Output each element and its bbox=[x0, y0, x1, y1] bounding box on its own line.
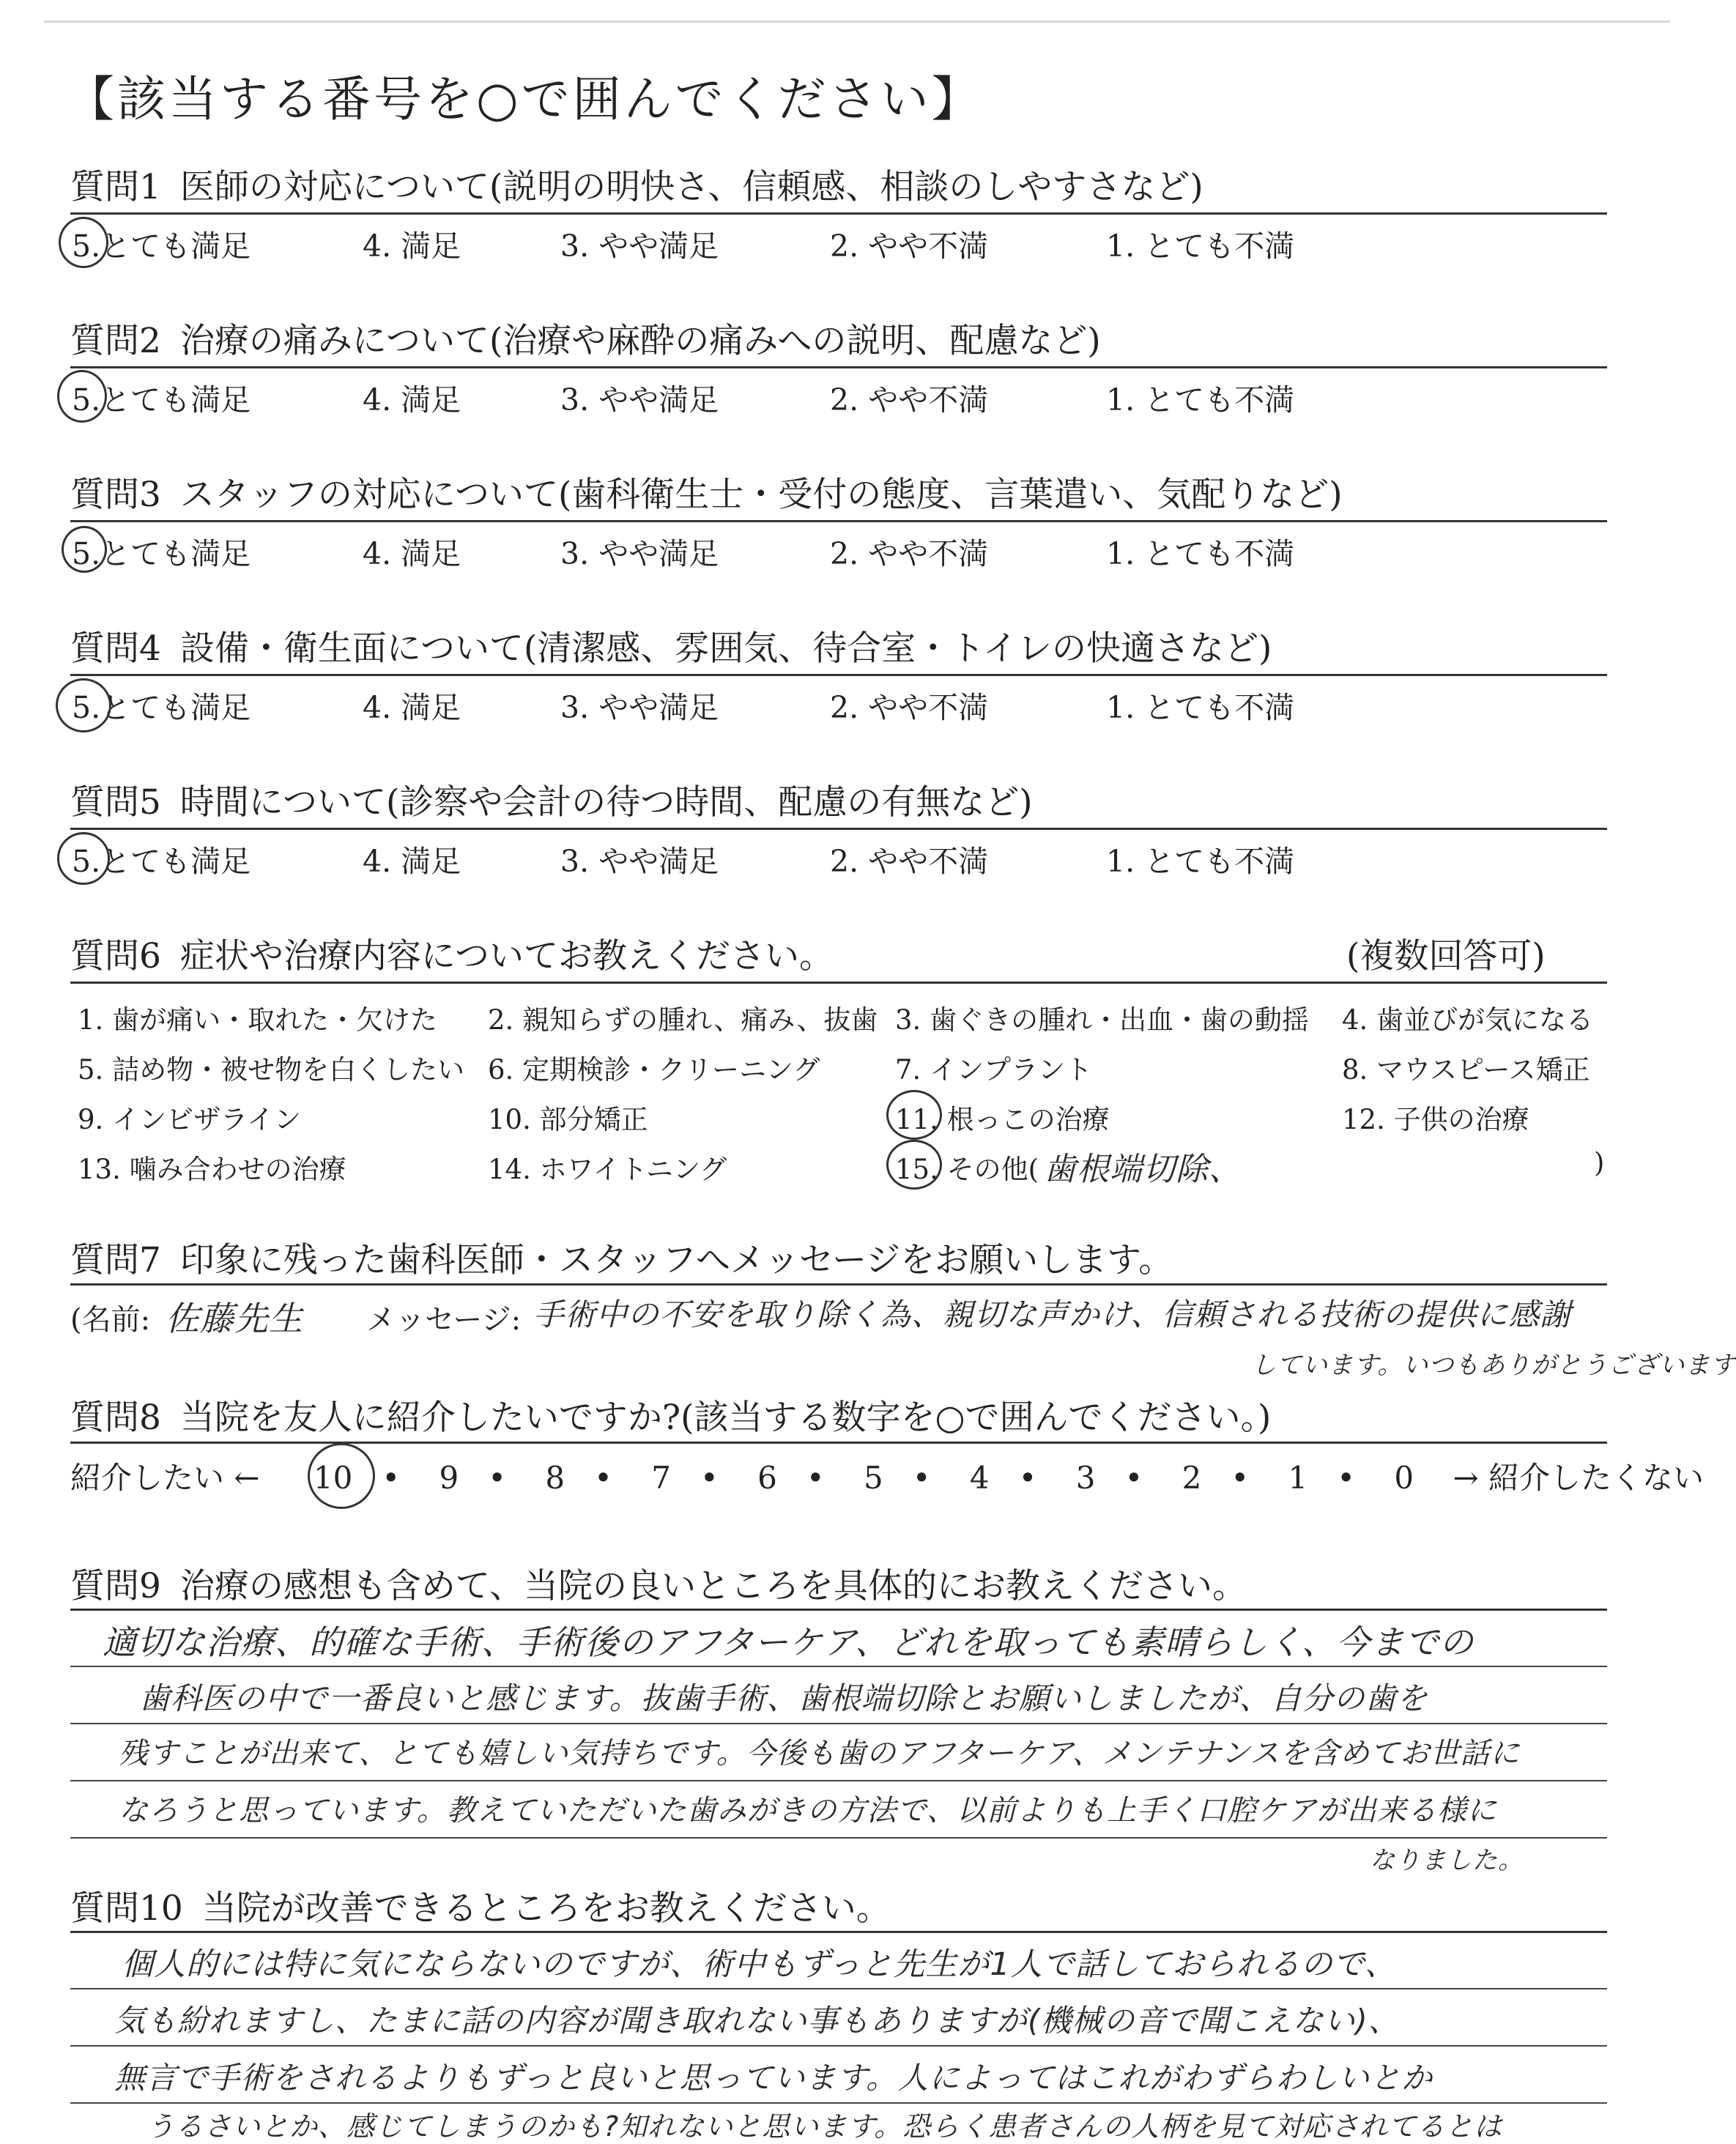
question-rule bbox=[70, 1283, 1607, 1286]
option-4[interactable]: 4. 満足 bbox=[363, 229, 461, 264]
writing-line bbox=[70, 2045, 1607, 2047]
option-2[interactable]: 2. やや不満 bbox=[830, 690, 989, 725]
message-line-2: しています。いつもありがとうございます bbox=[1251, 1351, 1736, 1380]
option-1[interactable]: 1. とても不満 bbox=[1106, 382, 1295, 418]
selection-circle bbox=[56, 678, 111, 732]
question-rule bbox=[70, 1442, 1607, 1444]
selection-circle bbox=[886, 1090, 942, 1140]
option-3[interactable]: 3. やや満足 bbox=[560, 844, 719, 879]
scale-6[interactable]: 6 bbox=[757, 1460, 777, 1496]
other-close-paren: ) bbox=[1594, 1147, 1605, 1179]
option-1[interactable]: 1. とても不満 bbox=[1106, 229, 1295, 264]
q6-item[interactable]: 8. マウスピース矯正 bbox=[1342, 1054, 1590, 1086]
question-10 bbox=[70, 1881, 891, 1930]
answer-line: 適切な治療、的確な手術、手術後のアフターケア、どれを取っても素晴らしく、今までの bbox=[103, 1622, 1475, 1662]
question-number: 質問6 bbox=[70, 936, 161, 976]
option-2[interactable]: 2. やや不満 bbox=[830, 536, 989, 571]
scale-10[interactable]: 10 bbox=[313, 1460, 353, 1496]
other-answer: 歯根端切除、 bbox=[1044, 1151, 1242, 1188]
q6-item[interactable]: 7. インプラント bbox=[895, 1054, 1093, 1086]
option-4[interactable]: 4. 満足 bbox=[363, 382, 461, 418]
option-2[interactable]: 2. やや不満 bbox=[830, 229, 989, 264]
option-2[interactable]: 2. やや不満 bbox=[830, 844, 989, 879]
option-4[interactable]: 4. 満足 bbox=[363, 844, 461, 879]
question-rule bbox=[70, 674, 1607, 676]
question-text: 症状や治療内容についてお教えください。 bbox=[179, 936, 834, 976]
scale-right-label: → 紹介したくない bbox=[1453, 1460, 1705, 1496]
q6-item[interactable]: 12. 子供の治療 bbox=[1342, 1104, 1529, 1135]
option-5[interactable]: 5.とても満足 bbox=[72, 536, 251, 571]
option-4[interactable]: 4. 満足 bbox=[363, 690, 461, 725]
q6-item[interactable]: 1. 歯が痛い・取れた・欠けた bbox=[78, 1004, 438, 1036]
answer-line: 気も紛れますし、たまに話の内容が聞き取れない事もありますが(機械の音で聞こえない)、 bbox=[114, 2003, 1400, 2039]
selection-circle bbox=[308, 1443, 375, 1509]
question-2 bbox=[70, 314, 1101, 363]
writing-line bbox=[70, 1780, 1607, 1781]
selection-circle bbox=[62, 526, 107, 573]
q6-item[interactable]: 3. 歯ぐきの腫れ・出血・歯の動揺 bbox=[895, 1004, 1310, 1036]
option-3[interactable]: 3. やや満足 bbox=[560, 536, 719, 571]
writing-line bbox=[70, 1723, 1607, 1724]
q6-item[interactable]: 9. インビザライン bbox=[78, 1104, 301, 1135]
q6-item[interactable]: 5. 詰め物・被せ物を白くしたい bbox=[78, 1054, 465, 1086]
selection-circle bbox=[59, 217, 108, 268]
scale-8[interactable]: 8 bbox=[545, 1460, 565, 1496]
answer-line: 歯科医の中で一番良いと感じます。抜歯手術、歯根端切除とお願いしましたが、自分の歯を bbox=[139, 1680, 1428, 1716]
writing-line bbox=[70, 1988, 1607, 1989]
name-label: (名前: bbox=[70, 1303, 151, 1337]
answer-line: 残すことが出来て、とても嬉しい気持ちです。今後も歯のアフターケア、メンテナンスを含めてお世話に bbox=[119, 1737, 1521, 1770]
name-value: 佐藤先生 bbox=[166, 1299, 303, 1338]
q6-item[interactable]: 15. その他( bbox=[895, 1154, 1039, 1185]
option-5[interactable]: 5.とても満足 bbox=[72, 229, 251, 264]
question-rule bbox=[70, 1609, 1607, 1611]
question-number: 質問10 bbox=[70, 1888, 183, 1929]
scale-1[interactable]: 1 bbox=[1288, 1460, 1308, 1496]
question-number: 質問4 bbox=[70, 628, 161, 669]
scale-9[interactable]: 9 bbox=[439, 1460, 459, 1496]
question-number: 質問8 bbox=[70, 1398, 161, 1438]
answer-line: 個人的には特に気にならないのですが、術中もずっと先生が1人で話しておられるので、 bbox=[122, 1946, 1397, 1983]
question-text: 当院が改善できるところをお教えください。 bbox=[201, 1888, 891, 1929]
question-text: スタッフの対応について(歯科衛生士・受付の態度、言葉遣い、気配りなど) bbox=[179, 475, 1343, 515]
question-number: 質問1 bbox=[70, 167, 161, 207]
scale-5[interactable]: 5 bbox=[864, 1460, 883, 1496]
question-text: 印象に残った歯科医師・スタッフへメッセージをお願いします。 bbox=[179, 1240, 1173, 1280]
question-4 bbox=[70, 621, 1272, 670]
question-text: 時間について(診察や会計の待つ時間、配慮の有無など) bbox=[179, 782, 1033, 823]
question-number: 質問9 bbox=[70, 1566, 161, 1606]
question-rule bbox=[70, 520, 1607, 522]
option-3[interactable]: 3. やや満足 bbox=[560, 382, 719, 418]
question-9 bbox=[70, 1559, 1247, 1608]
scale-left-label: 紹介したい ← bbox=[70, 1460, 260, 1496]
question-6 bbox=[70, 929, 834, 978]
question-text: 医師の対応について(説明の明快さ、信頼感、相談のしやすさなど) bbox=[179, 167, 1203, 207]
question-rule bbox=[70, 828, 1607, 830]
q6-item[interactable]: 10. 部分矯正 bbox=[488, 1104, 648, 1135]
option-2[interactable]: 2. やや不満 bbox=[830, 382, 989, 418]
answer-line: うるさいとか、感じてしまうのかも?知れないと思います。恐らく患者さんの人柄を見て対応されてるとは bbox=[146, 2110, 1503, 2143]
page-heading: 【該当する番号を○で囲んでください】 bbox=[66, 71, 983, 127]
top-border bbox=[44, 21, 1670, 23]
question-7 bbox=[70, 1233, 1173, 1282]
question-number: 質問5 bbox=[70, 782, 161, 823]
q6-item[interactable]: 4. 歯並びが気になる bbox=[1342, 1004, 1594, 1036]
question-number: 質問7 bbox=[70, 1240, 161, 1280]
question-text: 治療の痛みについて(治療や麻酔の痛みへの説明、配慮など) bbox=[179, 321, 1101, 361]
question-5 bbox=[70, 775, 1033, 824]
question-number: 質問2 bbox=[70, 321, 161, 361]
option-5[interactable]: 5.とても満足 bbox=[72, 382, 251, 418]
question-text: 設備・衛生面について(清潔感、雰囲気、待合室・トイレの快適さなど) bbox=[179, 628, 1272, 669]
option-1[interactable]: 1. とても不満 bbox=[1106, 536, 1295, 571]
writing-line bbox=[70, 1837, 1607, 1839]
scale-4[interactable]: 4 bbox=[969, 1460, 990, 1496]
selection-circle bbox=[886, 1140, 942, 1190]
message-label: メッセージ: bbox=[366, 1303, 522, 1337]
answer-line: 無言で手術をされるよりもずっと良いと思っています。人によってはこれがわずらわしいとか bbox=[114, 2060, 1433, 2096]
writing-line bbox=[70, 1666, 1607, 1667]
question-3 bbox=[70, 467, 1343, 516]
recommend-scale: 紹介したい ← 10 • 9 • 8 • 7 • 6 • 5 • 4 • 3 • 2 • 1 • 0 → 紹介したくない bbox=[70, 1454, 1704, 1498]
scale-2[interactable]: 2 bbox=[1182, 1460, 1202, 1496]
question-rule bbox=[70, 366, 1607, 368]
option-5[interactable]: 5.とても満足 bbox=[72, 844, 251, 879]
scale-0[interactable]: 0 bbox=[1394, 1460, 1414, 1496]
question-rule bbox=[70, 982, 1607, 984]
selection-circle bbox=[57, 832, 110, 885]
selection-circle bbox=[57, 370, 107, 423]
option-4[interactable]: 4. 満足 bbox=[363, 536, 461, 571]
message-line-1: 手術中の不安を取り除く為、親切な声かけ、信頼される技術の提供に感謝 bbox=[533, 1297, 1572, 1332]
option-5[interactable]: 5.とても満足 bbox=[72, 690, 251, 725]
answer-line: なりました。 bbox=[1370, 1846, 1524, 1875]
multiple-answer-note: (複数回答可) bbox=[1346, 936, 1546, 976]
option-1[interactable]: 1. とても不満 bbox=[1106, 844, 1295, 879]
question-number: 質問3 bbox=[70, 475, 161, 515]
question-text: 当院を友人に紹介したいですか?(該当する数字を○で囲んでください。) bbox=[179, 1398, 1272, 1438]
q6-item[interactable]: 6. 定期検診・クリーニング bbox=[488, 1054, 820, 1086]
scale-7[interactable]: 7 bbox=[651, 1460, 671, 1496]
q6-item[interactable]: 2. 親知らずの腫れ、痛み、抜歯 bbox=[488, 1004, 878, 1036]
question-1 bbox=[70, 160, 1203, 209]
q6-item[interactable]: 13. 噛み合わせの治療 bbox=[78, 1154, 346, 1185]
q6-item[interactable]: 14. ホワイトニング bbox=[488, 1154, 727, 1185]
answer-line: なろうと思っています。教えていただいた歯みがきの方法で、以前よりも上手く口腔ケアが出来る様に bbox=[119, 1794, 1497, 1828]
q6-item[interactable]: 11. 根っこの治療 bbox=[895, 1104, 1110, 1135]
scale-3[interactable]: 3 bbox=[1075, 1460, 1096, 1496]
question-text: 治療の感想も含めて、当院の良いところを具体的にお教えください。 bbox=[179, 1566, 1247, 1606]
option-3[interactable]: 3. やや満足 bbox=[560, 690, 719, 725]
option-1[interactable]: 1. とても不満 bbox=[1106, 690, 1295, 725]
question-rule bbox=[70, 212, 1607, 215]
question-8 bbox=[70, 1390, 1271, 1439]
question-rule bbox=[70, 1931, 1607, 1933]
option-3[interactable]: 3. やや満足 bbox=[560, 229, 719, 264]
